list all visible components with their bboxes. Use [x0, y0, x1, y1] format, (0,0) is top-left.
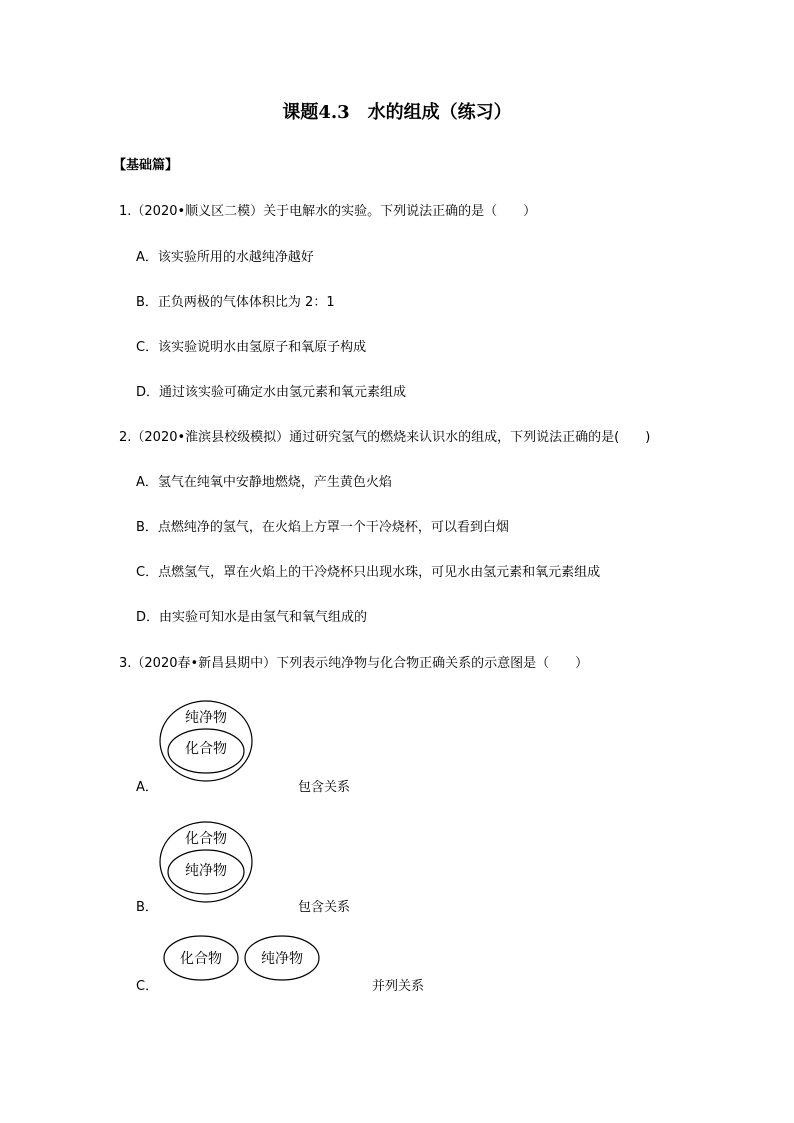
question-1-option-a: A．该实验所用的水越纯净越好	[136, 250, 314, 265]
left-label: 化合物	[180, 951, 222, 967]
question-3-stem: 3.（2020春•新昌县期中）下列表示纯净物与化合物正确关系的示意图是（ ）	[119, 656, 589, 671]
inner-label: 化合物	[185, 741, 227, 757]
question-2-option-a: A．氢气在纯氧中安静地燃烧，产生黄色火焰	[136, 475, 392, 490]
question-1-stem: 1.（2020•顺义区二模）关于电解水的实验。下列说法正确的是（ ）	[119, 204, 537, 219]
right-label: 纯净物	[261, 951, 303, 967]
diagram-c	[162, 932, 326, 984]
question-2-stem: 2.（2020•淮滨县校级模拟）通过研究氢气的燃烧来认识水的组成，下列说法正确的是( )	[119, 430, 651, 445]
option-c-letter: C．	[136, 979, 159, 994]
option-c-caption: 并列关系	[372, 979, 425, 994]
option-a-caption: 包含关系	[298, 780, 351, 795]
diagram-a	[158, 697, 258, 789]
question-2-option-b: B．点燃纯净的氢气，在火焰上方罩一个干冷烧杯，可以看到白烟	[136, 520, 509, 535]
question-1-option-d: D．通过该实验可确定水由氢元素和氧元素组成	[136, 385, 407, 400]
option-b-letter: B．	[136, 900, 158, 915]
option-a-letter: A．	[136, 780, 158, 795]
diagram-b	[158, 818, 258, 910]
option-b-caption: 包含关系	[298, 900, 351, 915]
outer-label: 化合物	[185, 831, 227, 847]
section-heading: 【基础篇】	[113, 158, 179, 173]
question-1-option-c: C．该实验说明水由氢原子和氧原子构成	[136, 340, 367, 355]
question-2-option-d: D．由实验可知水是由氢气和氧气组成的	[136, 610, 368, 625]
question-1-option-b: B．正负两极的气体体积比为 2：1	[136, 295, 335, 310]
page-title: 课题4.3 水的组成（练习）	[282, 102, 512, 123]
inner-label: 纯净物	[185, 863, 227, 879]
outer-label: 纯净物	[185, 710, 227, 726]
question-2-option-c: C．点燃氢气，罩在火焰上的干冷烧杯只出现水珠，可见水由氢元素和氧元素组成	[136, 565, 601, 580]
